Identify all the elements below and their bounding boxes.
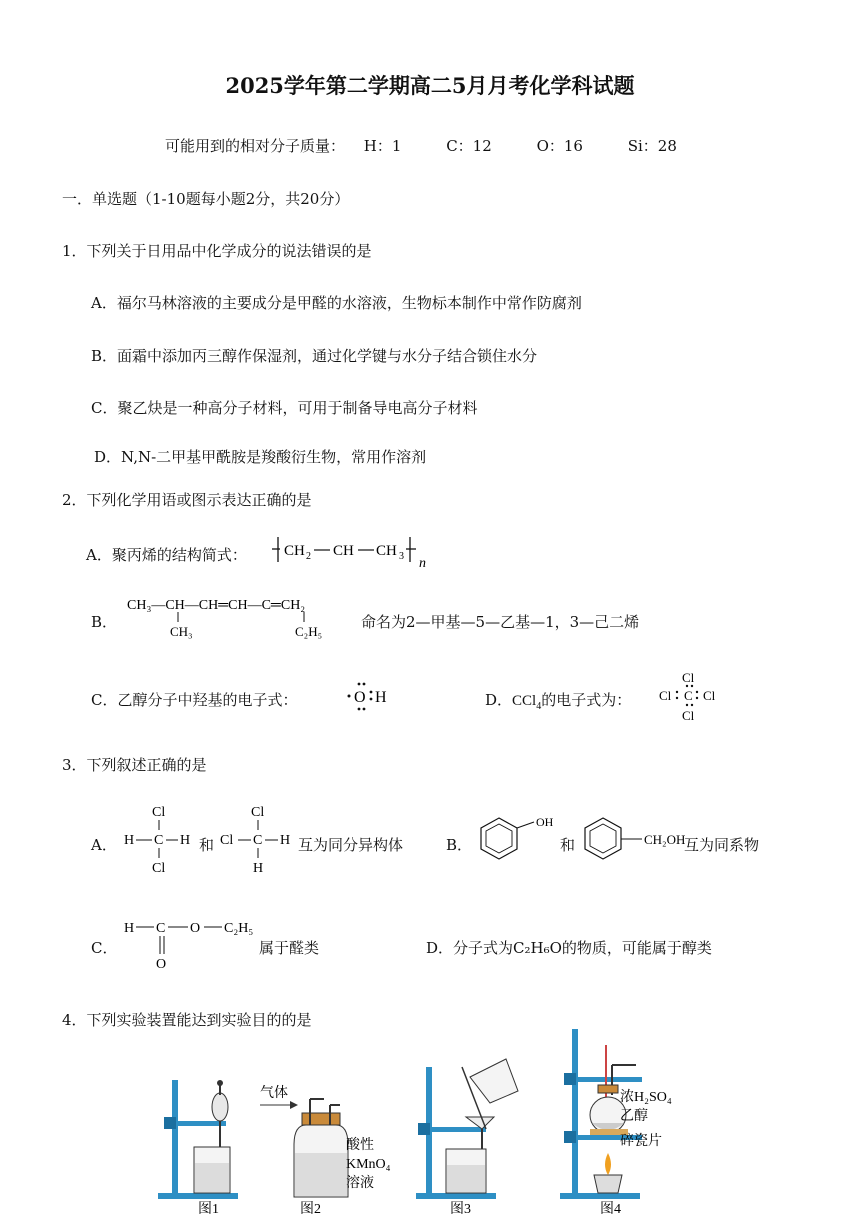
svg-text:Cl: Cl bbox=[152, 805, 166, 820]
benzyl-alcohol-structure bbox=[576, 812, 696, 868]
svg-text:C₂H₅: C₂H₅ bbox=[295, 624, 323, 639]
svg-text:O: O bbox=[190, 921, 201, 936]
mass-label: 可能用到的相对分子质量： bbox=[165, 137, 346, 155]
dichloromethane-1 bbox=[122, 800, 194, 880]
q1-option-a: A．福尔马林溶液的主要成分是甲醛的水溶液，生物标本制作中常作防腐剂 bbox=[91, 294, 582, 312]
section-heading: 一．单选题（1-10题每小题2分，共20分） bbox=[62, 190, 350, 208]
svg-text:CH₃: CH₃ bbox=[170, 624, 193, 639]
svg-text:H: H bbox=[253, 861, 264, 876]
h2so4-label: 浓H₂SO₄ bbox=[620, 1090, 672, 1105]
svg-text:O: O bbox=[354, 689, 366, 706]
svg-text:Cl: Cl bbox=[251, 805, 265, 820]
q2-option-d-label: D．CCl$_4$的电子式为： bbox=[485, 691, 632, 712]
q3-option-c-label: C． bbox=[91, 939, 118, 957]
polymer-n: n bbox=[419, 556, 426, 571]
q3-stem: 3．下列叙述正确的是 bbox=[62, 756, 207, 774]
svg-text:CH₂OH: CH₂OH bbox=[644, 832, 686, 847]
svg-text:Cl: Cl bbox=[220, 833, 234, 848]
figure-2-apparatus bbox=[260, 1084, 391, 1197]
svg-text:3: 3 bbox=[399, 551, 404, 562]
q2-option-b-text: 命名为2—甲基—5—乙基—1，3—己二烯 bbox=[361, 613, 640, 631]
q2-option-b-label: B． bbox=[91, 613, 118, 631]
svg-text:H: H bbox=[180, 833, 191, 848]
figure-4-apparatus bbox=[560, 1029, 672, 1199]
mass-h: H：1 bbox=[363, 137, 402, 155]
diene-structure bbox=[125, 592, 357, 644]
svg-text:H: H bbox=[124, 921, 135, 936]
svg-text:C₂H₅: C₂H₅ bbox=[224, 921, 254, 936]
hydroxyl-electron-formula bbox=[345, 678, 395, 714]
q1-stem: 1．下列关于日用品中化学成分的说法错误的是 bbox=[62, 242, 372, 260]
q2-option-c-label: C．乙醇分子中羟基的电子式： bbox=[91, 691, 298, 709]
svg-text:H: H bbox=[375, 689, 387, 706]
svg-text:CH₃—CH—CH═CH—C═CH₂: CH₃—CH—CH═CH—C═CH₂ bbox=[127, 598, 306, 613]
fig1-label: 图1 bbox=[198, 1202, 219, 1214]
mass-c: C：12 bbox=[446, 137, 492, 155]
kmno4-label-2: KMnO₄ bbox=[346, 1157, 391, 1172]
svg-text:O: O bbox=[156, 957, 167, 972]
svg-text:OH: OH bbox=[536, 815, 554, 829]
q3-option-a-text: 互为同分异构体 bbox=[298, 836, 404, 854]
q3-option-b-label: B． bbox=[446, 836, 473, 854]
gas-label: 气体 bbox=[260, 1086, 288, 1101]
phenol-structure bbox=[470, 812, 560, 868]
svg-text:Cl: Cl bbox=[682, 708, 695, 723]
q3-option-c-text: 属于醛类 bbox=[259, 939, 320, 957]
svg-text:CH: CH bbox=[333, 543, 354, 559]
svg-text:CH: CH bbox=[376, 543, 397, 559]
q3-option-b-text: 互为同系物 bbox=[684, 836, 760, 854]
svg-text:H: H bbox=[280, 833, 291, 848]
svg-text:Cl: Cl bbox=[659, 688, 672, 703]
q3-option-a-and: 和 bbox=[199, 836, 215, 854]
q3-option-a-label: A． bbox=[91, 836, 117, 854]
svg-text:C: C bbox=[253, 833, 263, 848]
relative-mass-line bbox=[165, 135, 677, 156]
svg-text:C: C bbox=[154, 833, 164, 848]
kmno4-label-3: 溶液 bbox=[346, 1176, 374, 1191]
q2-stem: 2．下列化学用语或图示表达正确的是 bbox=[62, 491, 312, 509]
q3-option-d: D．分子式为C₂H₆O的物质，可能属于醇类 bbox=[426, 939, 712, 957]
svg-text:Cl: Cl bbox=[682, 670, 695, 685]
page-title: 2025学年第二学期高二5月月考化学科试题 bbox=[225, 73, 635, 98]
q4-stem: 4．下列实验装置能达到实验目的的是 bbox=[62, 1011, 312, 1029]
q3-option-b-and: 和 bbox=[560, 836, 576, 854]
mass-si: Si：28 bbox=[627, 137, 677, 155]
figure-3-apparatus bbox=[416, 1059, 518, 1199]
svg-text:CH: CH bbox=[284, 543, 305, 559]
q1-option-d: D．N,N-二甲基甲酰胺是羧酸衍生物，常用作溶剂 bbox=[94, 448, 427, 466]
figure-1-apparatus bbox=[158, 1080, 238, 1199]
kmno4-label-1: 酸性 bbox=[346, 1138, 374, 1153]
dichloromethane-2 bbox=[218, 800, 298, 880]
polypropylene-formula bbox=[270, 532, 440, 574]
svg-text:H: H bbox=[124, 833, 135, 848]
svg-text:Cl: Cl bbox=[152, 861, 166, 876]
ccl4-electron-formula bbox=[656, 668, 726, 726]
svg-text:C: C bbox=[156, 921, 166, 936]
q2-option-a-label: A．聚丙烯的结构简式： bbox=[86, 546, 247, 564]
fig2-label: 图2 bbox=[300, 1202, 321, 1214]
q1-option-b: B．面霜中添加丙三醇作保湿剂，通过化学键与水分子结合锁住水分 bbox=[91, 347, 538, 365]
svg-text:2: 2 bbox=[306, 551, 311, 562]
chips-label: 碎瓷片 bbox=[620, 1134, 662, 1149]
fig3-label: 图3 bbox=[450, 1202, 471, 1214]
q1-option-c: C．聚乙炔是一种高分子材料，可用于制备导电高分子材料 bbox=[91, 399, 478, 417]
fig4-label: 图4 bbox=[600, 1202, 621, 1214]
ethanol-label: 乙醇 bbox=[620, 1109, 648, 1124]
svg-text:C: C bbox=[684, 688, 693, 703]
svg-text:Cl: Cl bbox=[703, 688, 716, 703]
ethyl-formate-structure bbox=[122, 912, 262, 974]
experiment-apparatus-figures bbox=[150, 1025, 730, 1214]
mass-o: O：16 bbox=[536, 137, 583, 155]
